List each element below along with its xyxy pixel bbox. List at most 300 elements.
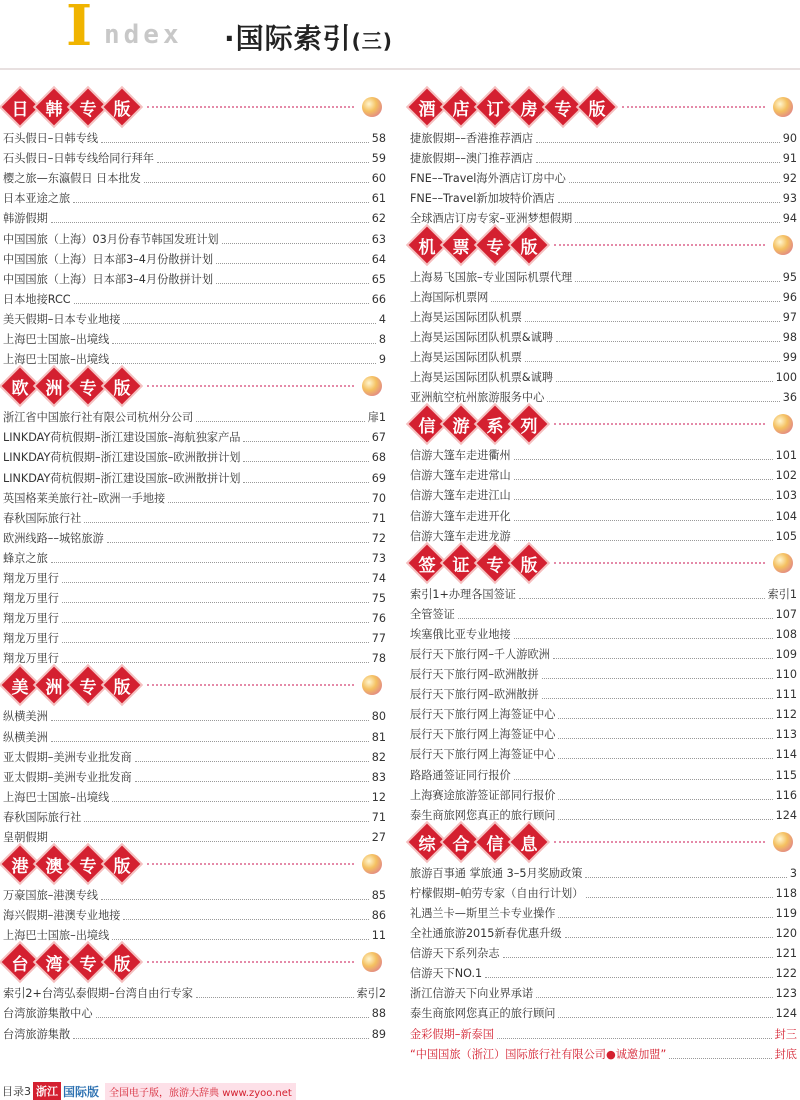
- entry-page: 91: [782, 152, 797, 166]
- section-title-glyph: 签: [418, 555, 436, 576]
- entry-title: 上海昊运国际团队机票: [410, 350, 522, 364]
- page-footer: [0, 1082, 800, 1100]
- section-title-char: [511, 544, 548, 581]
- entry-page: 76: [371, 612, 386, 626]
- dot-leader: [73, 1038, 369, 1039]
- entry-page: 86: [371, 909, 386, 923]
- entry-title: 全管签证: [410, 607, 455, 621]
- section-title-glyph: 版: [520, 237, 538, 258]
- dot-leader: [558, 718, 772, 719]
- entry-title: 海兴假期–港澳专业地接: [3, 909, 121, 923]
- dot-leader: [669, 1058, 771, 1059]
- dot-leader: [553, 658, 773, 659]
- entry-title: FNE––Travel海外酒店订房中心: [410, 172, 566, 186]
- section-title-glyph: 日: [11, 99, 29, 120]
- entry-title: 上海赛途旅游签证部同行报价: [410, 788, 556, 802]
- section-title-glyph: 系: [486, 416, 504, 437]
- index-entry: [410, 783, 797, 803]
- entry-page: 116: [775, 788, 797, 802]
- entry-title: 上海巴士国旅–出境线: [3, 790, 110, 804]
- dot-leader: [514, 638, 773, 639]
- entry-title: 中国国旅（上海）日本部3–4月份散拼计划: [3, 272, 214, 286]
- entry-page: 索引1: [767, 587, 797, 601]
- index-entry: [410, 146, 797, 166]
- entry-page: 109: [775, 647, 797, 661]
- entry-page: 105: [775, 529, 797, 543]
- section-title-glyph: 洲: [45, 378, 63, 399]
- dot-leader: [547, 401, 779, 402]
- entry-page: 27: [371, 831, 386, 844]
- dot-leader: [168, 502, 369, 503]
- entry-page: 99: [782, 350, 797, 364]
- entry-page: 69: [371, 471, 386, 485]
- section-title-glyph: 综: [418, 834, 436, 855]
- section-title-glyph: 订: [486, 99, 504, 120]
- index-entry: [3, 785, 386, 805]
- index-entry: [3, 287, 386, 307]
- entry-page: 扉1: [367, 411, 386, 425]
- dot-leader: [558, 1017, 772, 1018]
- section-title-glyph: 合: [452, 834, 470, 855]
- entry-page: 83: [371, 770, 386, 784]
- dot-leader: [514, 499, 773, 500]
- section-title-char: [443, 89, 480, 126]
- bullet-ball-icon: [362, 854, 382, 874]
- entry-page: 124: [775, 808, 797, 822]
- entry-title: 捷旅假期––香港推荐酒店: [410, 132, 534, 146]
- section-title-char: [36, 944, 73, 981]
- section-title-glyph: 房: [520, 99, 538, 120]
- index-entry: [3, 566, 386, 586]
- dot-leader: [536, 162, 780, 163]
- section-title-char: [443, 406, 480, 443]
- section-title-char: [104, 846, 141, 883]
- entry-page: 77: [371, 632, 386, 646]
- entry-page: 124: [775, 1007, 797, 1021]
- index-entry: [3, 923, 386, 943]
- entry-page: 110: [775, 668, 797, 682]
- entry-page: 59: [371, 152, 386, 166]
- entry-title: 辰行天下旅行网上海签证中心: [410, 708, 556, 722]
- entry-title: 信游大篷车走进衢州: [410, 449, 511, 463]
- section-header: [410, 88, 797, 126]
- index-entry: [3, 606, 386, 626]
- section-title-char: [70, 89, 107, 126]
- index-entry: [410, 602, 797, 622]
- entry-title: 石头假日–日韩专线: [3, 132, 99, 146]
- section-title-char: [477, 823, 514, 860]
- index-entry: [3, 646, 386, 666]
- section-title-char: [409, 89, 446, 126]
- entry-page: 74: [371, 571, 386, 585]
- index-entry: [410, 981, 797, 1001]
- section-title-char: [70, 667, 107, 704]
- dot-leader: [101, 142, 369, 143]
- entry-title: 信游大篷车走进常山: [410, 469, 511, 483]
- section-header: [3, 666, 386, 704]
- entry-title: 翔龙万里行: [3, 592, 59, 606]
- entry-title: 浙江信游天下向业界承诺: [410, 987, 534, 1001]
- dot-leader: [485, 977, 772, 978]
- section-title-glyph: 列: [520, 416, 538, 437]
- dotted-rule: [147, 863, 354, 865]
- dot-leader: [112, 363, 376, 364]
- section-title-glyph: 专: [79, 954, 97, 975]
- section-title-glyph: 机: [418, 237, 436, 258]
- index-entry: [410, 762, 797, 782]
- dot-leader: [101, 899, 369, 900]
- entry-title: 台湾旅游集散: [3, 1027, 71, 1041]
- entry-page: 111: [775, 688, 797, 702]
- section-header: [3, 943, 386, 981]
- dot-leader: [196, 997, 354, 998]
- dot-leader: [62, 642, 369, 643]
- index-entry: [3, 166, 386, 186]
- section-title-glyph: 港: [11, 856, 29, 877]
- index-entry: [410, 483, 797, 503]
- entry-title: 春秋国际旅行社: [3, 511, 82, 525]
- index-entry: [410, 861, 797, 881]
- section-title-glyph: 酒: [418, 99, 436, 120]
- index-entry: [3, 347, 386, 367]
- entry-page: 97: [782, 310, 797, 324]
- dot-leader: [112, 801, 368, 802]
- dot-leader: [558, 819, 772, 820]
- dot-leader: [107, 542, 369, 543]
- entry-title: 上海昊运国际团队机票&诚聘: [410, 371, 553, 385]
- index-entry: [410, 206, 797, 226]
- dot-leader: [514, 779, 773, 780]
- dot-leader: [519, 598, 765, 599]
- entry-page: 113: [775, 728, 797, 742]
- dot-leader: [525, 361, 780, 362]
- section-title-char: [477, 227, 514, 264]
- dot-leader: [575, 281, 780, 282]
- entry-title: 浙江省中国旅行社有限公司杭州分公司: [3, 411, 194, 425]
- index-entry: [3, 206, 386, 226]
- dotted-rule: [554, 562, 765, 564]
- index-entry: [3, 307, 386, 327]
- entry-title: 上海国际机票网: [410, 290, 489, 304]
- dot-leader: [62, 622, 369, 623]
- dotted-rule: [147, 106, 354, 108]
- section-title: [410, 411, 546, 437]
- dotted-rule: [147, 684, 354, 686]
- dot-leader: [51, 841, 369, 842]
- index-entry: [3, 247, 386, 267]
- entry-page: 96: [782, 290, 797, 304]
- entry-page: 102: [775, 469, 797, 483]
- entry-title: 索引2+台湾弘泰假期–台湾自由行专家: [3, 987, 193, 1001]
- entry-title: 英国格莱美旅行社–欧洲一手地接: [3, 491, 166, 505]
- entry-title: 翔龙万里行: [3, 571, 59, 585]
- section-title-char: [70, 944, 107, 981]
- entry-title: 中国国旅（上海）03月份春节韩国发班计划: [3, 232, 219, 246]
- section-title-glyph: 美: [11, 677, 29, 698]
- dot-leader: [123, 323, 375, 324]
- entry-title: 信游天下NO.1: [410, 967, 483, 981]
- section-title-char: [36, 368, 73, 405]
- bullet-ball-icon: [362, 675, 382, 695]
- section-title-glyph: 版: [113, 677, 131, 698]
- section-title-glyph: 澳: [45, 856, 63, 877]
- entry-title: 泰生商旅网您真正的旅行顾问: [410, 808, 556, 822]
- entry-title: 美天假期–日本专业地接: [3, 312, 121, 326]
- section-title-char: [511, 227, 548, 264]
- dot-leader: [243, 461, 368, 462]
- dotted-rule: [147, 961, 354, 963]
- index-entry: [410, 1001, 797, 1021]
- entry-page: 112: [775, 708, 797, 722]
- bullet-ball-icon: [362, 376, 382, 396]
- entry-title: 欧洲线路––城铭旅游: [3, 531, 104, 545]
- entry-title: 春秋国际旅行社: [3, 810, 82, 824]
- entry-page: 3: [789, 866, 797, 880]
- index-entry: [410, 742, 797, 762]
- page-title: [224, 17, 393, 57]
- entry-title: 纵横美洲: [3, 730, 48, 744]
- dot-leader: [73, 202, 369, 203]
- entry-title: 索引1+办理各国签证: [410, 587, 516, 601]
- index-entry: [410, 385, 797, 405]
- section-header: [410, 823, 797, 861]
- section-title-char: [409, 406, 446, 443]
- section-title-glyph: 专: [486, 555, 504, 576]
- index-entry: [410, 285, 797, 305]
- section-title-char: [104, 368, 141, 405]
- entry-page: 101: [775, 449, 797, 463]
- header-divider: [0, 68, 800, 70]
- entry-page: 104: [775, 509, 797, 523]
- index-entry: [410, 921, 797, 941]
- entry-title: 金彩假期–新泰国: [410, 1027, 494, 1041]
- index-entry: [3, 546, 386, 566]
- section-title-glyph: 湾: [45, 954, 63, 975]
- entry-page: 88: [371, 1007, 386, 1021]
- footer-brand: 浙江: [33, 1082, 61, 1100]
- dot-leader: [569, 182, 780, 183]
- entry-title: LINKDAY荷杭假期–浙江建设国旅–海航独家产品: [3, 431, 241, 445]
- entry-page: 71: [371, 511, 386, 525]
- index-entry: [410, 682, 797, 702]
- entry-title: 辰行天下旅行网–千人游欧洲: [410, 647, 550, 661]
- entry-page: 8: [378, 333, 386, 347]
- entry-page: 封底: [774, 1047, 797, 1061]
- index-entry: [3, 146, 386, 166]
- dotted-rule: [622, 106, 765, 108]
- entry-page: 70: [371, 491, 386, 505]
- section-title-char: [443, 227, 480, 264]
- dot-leader: [458, 618, 773, 619]
- left-column: [3, 88, 386, 1042]
- entry-page: 12: [371, 790, 386, 804]
- dot-leader: [536, 997, 773, 998]
- entry-title: 信游大篷车走进江山: [410, 489, 511, 503]
- section-title-glyph: 台: [11, 954, 29, 975]
- section-title-glyph: 洲: [45, 677, 63, 698]
- footer-page-number: 目录3: [2, 1085, 31, 1098]
- dot-leader: [558, 799, 772, 800]
- section-title: [3, 94, 139, 120]
- dotted-rule: [554, 423, 765, 425]
- entry-page: 58: [371, 132, 386, 146]
- dot-leader: [243, 482, 368, 483]
- index-entry: [410, 881, 797, 901]
- dot-leader: [157, 162, 369, 163]
- section-title-glyph: 版: [113, 99, 131, 120]
- entry-title: 泰生商旅网您真正的旅行顾问: [410, 1007, 556, 1021]
- dot-leader: [62, 602, 369, 603]
- index-entry: [3, 724, 386, 744]
- dotted-rule: [554, 841, 765, 843]
- section-title-glyph: 版: [113, 856, 131, 877]
- entry-title: 蜂京之旅: [3, 551, 48, 565]
- entry-page: 108: [775, 627, 797, 641]
- entry-page: 89: [371, 1027, 386, 1041]
- dot-leader: [565, 937, 773, 938]
- entry-page: 36: [782, 391, 797, 405]
- section-title-char: [477, 406, 514, 443]
- section-header: [410, 226, 797, 264]
- entry-page: 66: [371, 292, 386, 306]
- entry-page: 封三: [774, 1027, 797, 1041]
- entry-title: 旅游百事通 掌旅通 3–5月奖励政策: [410, 866, 583, 880]
- index-entry: [3, 425, 386, 445]
- bullet-ball-icon: [773, 832, 793, 852]
- entry-page: 80: [371, 710, 386, 724]
- entry-title: 柠檬假期–帕劳专家（自由行计划）: [410, 886, 584, 900]
- dot-leader: [51, 720, 369, 721]
- entry-page: 93: [782, 192, 797, 206]
- dot-leader: [514, 520, 773, 521]
- bullet-ball-icon: [773, 235, 793, 255]
- index-entry: [410, 803, 797, 823]
- entry-title: 亚太假期–美洲专业批发商: [3, 750, 132, 764]
- index-entry: [410, 443, 797, 463]
- index-entry: [410, 582, 797, 602]
- index-entry: [3, 765, 386, 785]
- dot-leader: [514, 479, 773, 480]
- section-title-char: [409, 227, 446, 264]
- dot-leader: [556, 381, 773, 382]
- index-entry: [3, 465, 386, 485]
- dot-leader: [536, 142, 780, 143]
- dot-leader: [514, 459, 773, 460]
- entry-page: 90: [782, 132, 797, 146]
- entry-page: 71: [371, 810, 386, 824]
- entry-title: 日本亚途之旅: [3, 192, 71, 206]
- dot-leader: [144, 182, 369, 183]
- dot-leader: [558, 758, 772, 759]
- section-title-char: [70, 846, 107, 883]
- index-entry: [3, 805, 386, 825]
- section-title-char: [2, 846, 39, 883]
- bullet-ball-icon: [773, 553, 793, 573]
- index-entry: [3, 704, 386, 724]
- entry-page: 61: [371, 192, 386, 206]
- page-title-sub: (三): [351, 29, 393, 53]
- index-entry: [3, 1021, 386, 1041]
- index-entry: [410, 642, 797, 662]
- entry-title: 辰行天下旅行网上海签证中心: [410, 748, 556, 762]
- right-column: [410, 88, 797, 1062]
- dot-leader: [503, 957, 773, 958]
- dot-leader: [558, 738, 772, 739]
- dot-leader: [514, 540, 773, 541]
- entry-page: 68: [371, 451, 386, 465]
- entry-title: 中国国旅（上海）日本部3–4月份散拼计划: [3, 252, 214, 266]
- bullet-ball-icon: [362, 97, 382, 117]
- dot-leader: [216, 283, 369, 284]
- footer-edition: 国际版: [63, 1084, 100, 1099]
- entry-page: 100: [775, 371, 797, 385]
- entry-page: 81: [371, 730, 386, 744]
- index-entry: [3, 186, 386, 206]
- section-title: [3, 851, 139, 877]
- index-initial: I: [66, 0, 93, 59]
- dot-leader: [112, 939, 368, 940]
- bullet-ball-icon: [773, 97, 793, 117]
- dot-leader: [222, 243, 369, 244]
- footer-slogan: 全国电子版，旅游大辞典 www.zyoo.net: [105, 1083, 296, 1100]
- entry-page: 120: [775, 927, 797, 941]
- entry-page: 94: [782, 212, 797, 226]
- section-title-glyph: 版: [588, 99, 606, 120]
- section-title-glyph: 店: [452, 99, 470, 120]
- entry-title: 翔龙万里行: [3, 632, 59, 646]
- dot-leader: [84, 821, 368, 822]
- section-header: [3, 367, 386, 405]
- entry-page: 72: [371, 531, 386, 545]
- dot-leader: [542, 678, 773, 679]
- dot-leader: [74, 303, 369, 304]
- entry-page: 98: [782, 330, 797, 344]
- dot-leader: [558, 202, 780, 203]
- dot-leader: [558, 917, 772, 918]
- entry-title: 礼遇兰卡—斯里兰卡专业操作: [410, 907, 556, 920]
- entry-title: 上海易飞国旅–专业国际机票代理: [410, 270, 573, 284]
- dot-leader: [84, 522, 368, 523]
- entry-title: 信游大篷车走进开化: [410, 509, 511, 523]
- dot-leader: [575, 222, 780, 223]
- entry-page: 85: [371, 889, 386, 903]
- entry-title: 辰行天下旅行网–欧洲散拼: [410, 688, 539, 702]
- index-entry: [410, 325, 797, 345]
- section-title: [3, 672, 139, 698]
- section-title-char: [443, 823, 480, 860]
- section-title: [3, 949, 139, 975]
- dot-leader: [586, 897, 772, 898]
- section-title-char: [2, 368, 39, 405]
- entry-page: 121: [775, 947, 797, 961]
- dot-leader: [196, 421, 364, 422]
- section-title-glyph: 版: [113, 954, 131, 975]
- section-title-char: [2, 89, 39, 126]
- index-entry: [3, 626, 386, 646]
- entry-page: 82: [371, 750, 386, 764]
- entry-title: 信游大篷车走进龙游: [410, 529, 511, 543]
- index-entry: [3, 126, 386, 146]
- entry-title: 辰行天下旅行网–欧洲散拼: [410, 668, 539, 682]
- index-entry: [3, 327, 386, 347]
- index-entry: [410, 166, 797, 186]
- entry-title: 上海昊运国际团队机票: [410, 310, 522, 324]
- index-entry: [3, 883, 386, 903]
- entry-title: 皇朝假期: [3, 831, 48, 844]
- section-title-char: [70, 368, 107, 405]
- section-title-char: [104, 944, 141, 981]
- dot-leader: [542, 698, 773, 699]
